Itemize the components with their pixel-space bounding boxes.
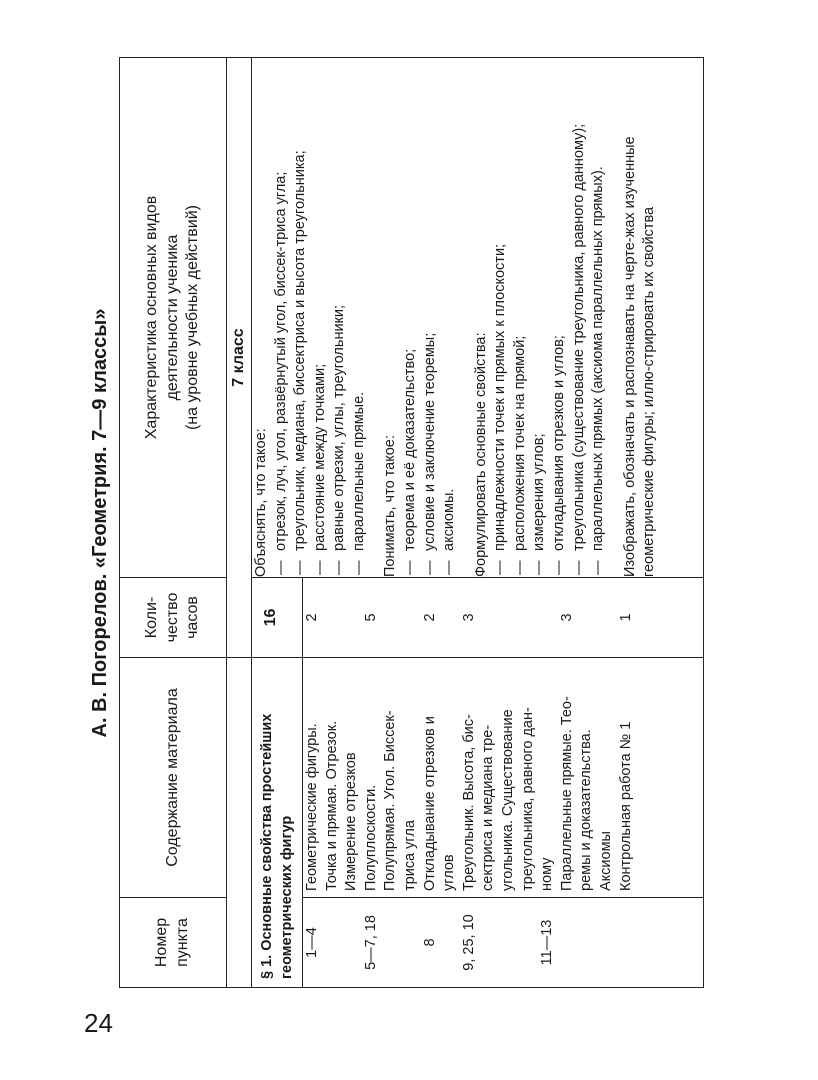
content-line: Полупрямая. Угол. Биссек- [382, 710, 399, 891]
header-activities: Характеристика основных видов деятельности ученика (на уровне учебных действий) [120, 58, 227, 578]
content-cell [303, 658, 704, 898]
activity-list-1 [272, 58, 370, 577]
header-row [120, 58, 227, 988]
content-line: угольника. Существование [499, 709, 516, 891]
hours-cell [303, 578, 704, 658]
header-item-number: Номер пункта [120, 898, 227, 988]
document-title-text: А. В. Погорелов. «Геометрия. 7—9 классы» [89, 308, 111, 738]
section-row [252, 58, 303, 988]
section-hours-cell [252, 578, 303, 658]
content-line: ремы и доказательства. [578, 729, 595, 891]
list-item: — расстояние между точками; [311, 58, 331, 577]
list-item: — отрезок, луч, угол, развёрнутый угол, биссек-триса угла; [272, 58, 292, 577]
hours-value: 2 [421, 613, 438, 622]
item-numbers-cell [303, 898, 704, 988]
content-line: сектриса и медиана тре- [480, 724, 497, 891]
content-line: Точка и прямая. Отрезок. [323, 720, 340, 891]
header-content: Содержание материала [120, 658, 227, 898]
content-line: Измерение отрезков [343, 752, 360, 891]
grade-row [227, 58, 252, 988]
activity-list-3 [491, 58, 608, 577]
content-line: ному [539, 857, 556, 891]
content-line: триса угла [401, 820, 418, 891]
item-number: 5—7, 18 [362, 915, 379, 970]
list-item: — параллельных прямых (аксиома параллельных прямых). [589, 58, 609, 577]
list-item: — аксиомы. [440, 58, 460, 577]
activity-list-2 [401, 58, 460, 577]
content-line: Параллельные прямые. Тео- [558, 696, 575, 891]
hours-value: 5 [362, 613, 379, 622]
activity-final-paragraph: Изображать, обозначать и распознавать на черте-жах изученные геометрические фигуры; иллю-стрировать их свойства [621, 136, 658, 577]
rotated-content [83, 58, 763, 988]
list-item: — треугольника (существование треугольника, равного данному); [570, 58, 590, 577]
list-item: — расположения точек на прямой; [511, 58, 531, 577]
section-hours: 16 [262, 608, 279, 627]
hours-value: 1 [617, 613, 634, 622]
list-item: — теорема и её доказательство; [401, 58, 421, 577]
section-title: § 1. Основные свойства простейших геометрических фигур [259, 713, 295, 979]
content-line: Аксиомы [597, 831, 614, 891]
hours-value: 3 [460, 613, 477, 622]
activity-block-1: Объяснять, что такое: — отрезок, луч, угол, развёрнутый угол, биссек-триса угла; — треугольник, медиана, биссектриса и высота треугольника; — расстояние между точками; — равные отрезки, углы, треугольники; — параллельные прямые. [252, 58, 369, 577]
list-item: — треугольник, медиана, биссектриса и высота треугольника; [291, 58, 311, 577]
content-line: Контрольная работа № 1 [617, 721, 634, 891]
activity-block-3: Формулировать основные свойства: — принадлежности точек и прямых к плоскости; — расположения точек на прямой; — измерения углов; — откладывания отрезков и углов; — треугольника (существование треугольника, равного данному); — параллельных прямых (аксиома параллельных прямых). [472, 58, 609, 577]
hours-value: 2 [304, 613, 320, 622]
item-number: 1—4 [304, 927, 320, 958]
item-number: 11—13 [539, 919, 556, 966]
list-item: — условие и заключение теоремы; [421, 58, 441, 577]
content-line: углов [441, 854, 458, 891]
item-number: 9, 25, 10 [460, 914, 477, 971]
document-title [83, 58, 117, 988]
item-number: 8 [421, 938, 438, 947]
list-item: — параллельные прямые. [350, 58, 370, 577]
hours-value: 3 [558, 613, 575, 622]
curriculum-table [119, 57, 704, 988]
list-item: — равные отрезки, углы, треугольники; [330, 58, 350, 577]
section-title-cell [252, 658, 303, 988]
list-item: — измерения углов; [530, 58, 550, 577]
activity-block-2: Понимать, что такое: — теорема и её доказательство; — условие и заключение теоремы; — аксиомы. [381, 58, 459, 577]
content-line: треугольника, равного дан- [519, 707, 536, 891]
content-line: Треугольник. Высота, бис- [460, 714, 477, 891]
grade-label: 7 класс [227, 58, 252, 658]
content-line: Геометрические фигуры. [304, 723, 320, 891]
content-line: Полуплоскости. [362, 784, 379, 891]
page-number: 24 [84, 1008, 113, 1038]
content-line: Откладывание отрезков и [421, 716, 438, 891]
grade-spacer [227, 658, 252, 988]
list-item: — принадлежности точек и прямых к плоскости; [491, 58, 511, 577]
activities-cell [252, 58, 704, 578]
header-hours: Коли- чество часов [120, 578, 227, 658]
list-item: — откладывания отрезков и углов; [550, 58, 570, 577]
